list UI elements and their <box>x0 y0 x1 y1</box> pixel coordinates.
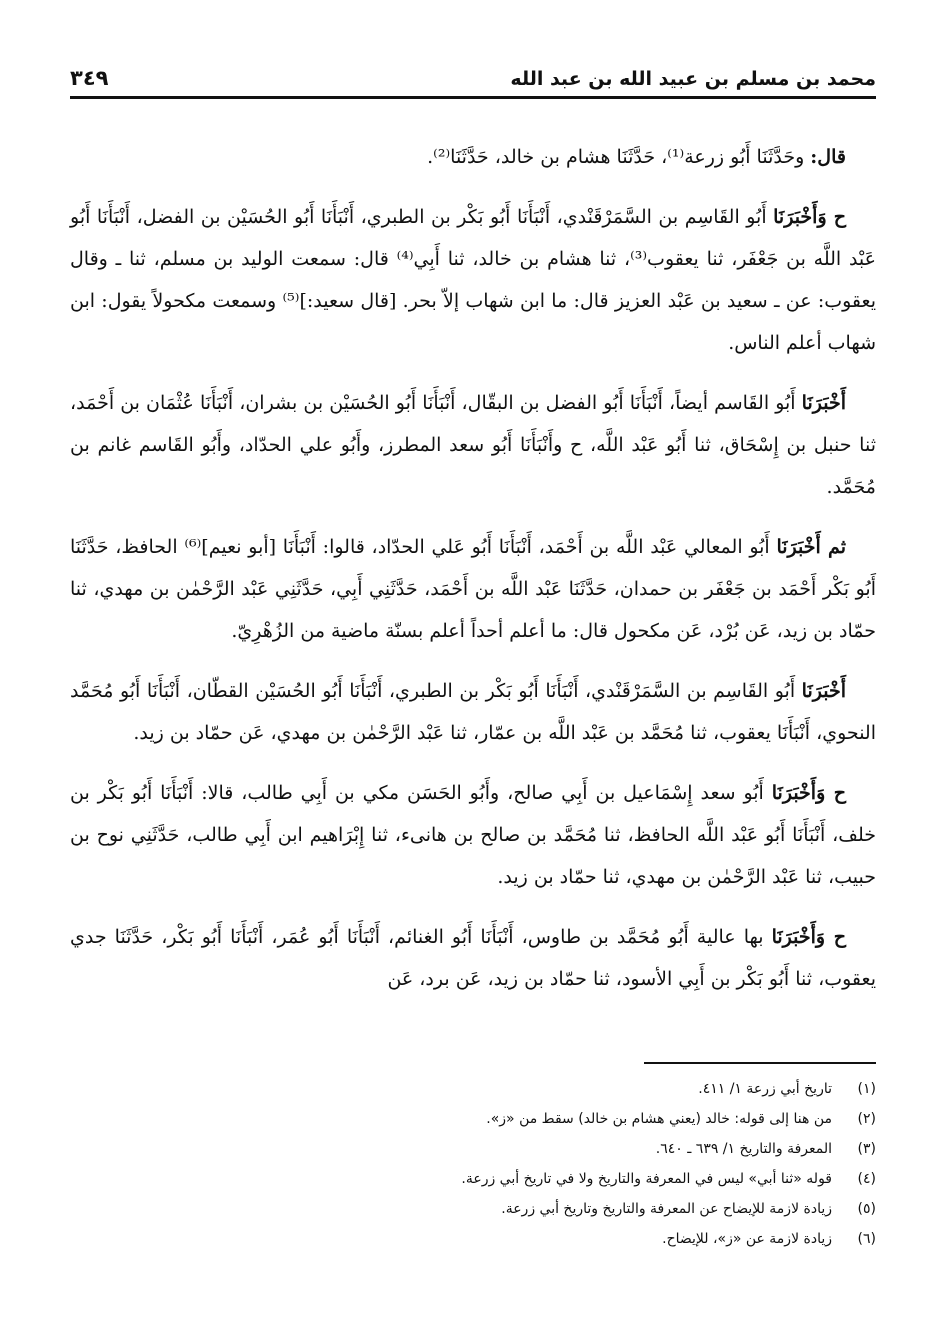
paragraph-lead: أَخْبَرَنَا <box>801 392 846 414</box>
paragraph <box>70 670 876 754</box>
paragraph-lead: ح وَأَخْبَرَنَا <box>771 926 846 948</box>
footnote-text: المعرفة والتاريخ ١/ ٦٣٩ ـ ٦٤٠. <box>655 1141 832 1157</box>
paragraph-text: أَبُو المعالي عَبْد اللَّه بن أَحْمَد، أَنْبَأَنَا أَبُو عَلي الحدّاد، قالوا: أَنْبَأَنَا [أبو نعيم]⁽⁶⁾ الحافظ، حَدَّثَنَا أَبُو بَكْر أَحْمَد بن جَعْفَر بن حمدان، حَدَّثَنَا عَبْد اللَّه بن أَحْمَد، حَدَّثَنِي أَبِي، حَدَّثَنِي عَبْد الرَّحْمٰن بن مهدي، ثنا حمّاد بن زيد، عَن بُرْد، عَن مكحول قال: ما أعلم أحداً أعلم بسنّة ماضية من الزُهْرِيّ. <box>70 536 876 642</box>
page-number: ٣٤٩ <box>70 66 109 90</box>
footnote-text: تاريخ أبي زرعة ١/ ٤١١. <box>698 1081 832 1097</box>
footnote-text: من هنا إلى قوله: خالد (يعني هشام بن خالد) سقط من «ز». <box>486 1111 832 1127</box>
paragraph-text: أَبُو القَاسِم بن السَّمَرْقَنْدي، أَنْبَأَنَا أَبُو بَكْر بن الطبري، أَنْبَأَنَا أَبُو الحُسَيْن القطّان، أَنْبَأَنَا أَبُو مُحَمَّد النحوي، أَنْبَأَنَا يعقوب، ثنا مُحَمَّد بن عَبْد اللَّه بن عمّار، ثنا عَبْد الرَّحْمٰن بن مهدي، عَن حمّاد بن زيد. <box>70 680 876 744</box>
footnote-number: (٢) <box>857 1111 876 1127</box>
paragraph <box>70 526 876 652</box>
paragraph-lead: قال: <box>810 146 846 168</box>
footnote <box>70 1104 876 1134</box>
paragraph-text: بها عالية أَبُو مُحَمَّد بن طاوس، أَنْبَأَنَا أَبُو الغنائم، أَنْبَأَنَا أَبُو عُمَر، أَنْبَأَنَا أَبُو بَكْر، حَدَّثَنَا جدي يعقوب، ثنا أَبُو بَكْر بن أَبِي الأسود، ثنا حمّاد بن زيد، عَن برد، عَن <box>70 926 876 990</box>
paragraph-lead: أَخْبَرَنَا <box>801 680 846 702</box>
footnotes <box>70 1074 876 1254</box>
footnote-number: (٦) <box>857 1231 876 1247</box>
footnote-number: (٥) <box>857 1201 876 1217</box>
paragraph-lead: ح وَأَخْبَرَنَا <box>773 206 846 228</box>
footnote-separator <box>644 1062 876 1064</box>
footnote-text: زيادة لازمة عن «ز»، للإيضاح. <box>662 1231 832 1247</box>
footnote-number: (١) <box>857 1081 876 1097</box>
paragraph-lead: ثم أَخْبَرَنَا <box>776 536 846 558</box>
paragraph <box>70 916 876 1000</box>
footnote-text: زيادة لازمة للإيضاح عن المعرفة والتاريخ وتاريخ أبي زرعة. <box>501 1201 832 1217</box>
footnote-number: (٣) <box>857 1141 876 1157</box>
main-text <box>70 136 876 1018</box>
running-head: محمد بن مسلم بن عبيد الله بن عبد الله <box>510 68 876 90</box>
paragraph-text: وحَدَّثَنَا أَبُو زرعة⁽¹⁾، حَدَّثَنَا هشام بن خالد، حَدَّثَنَا⁽²⁾. <box>427 146 811 168</box>
paragraph-lead: ح وَأَخْبَرَنَا <box>771 782 847 804</box>
page-header <box>70 66 876 99</box>
paragraph-text: أَبُو القَاسِم بن السَّمَرْقَنْدي، أَنْبَأَنَا أَبُو بَكْر بن الطبري، أَنْبَأَنَا أَبُو الحُسَيْن بن الفضل، أَنْبَأَنَا أَبُو عَبْد اللَّه بن جَعْفَر، ثنا يعقوب⁽³⁾، ثنا هشام بن خالد، ثنا أَبِي⁽⁴⁾ قال: سمعت الوليد بن مسلم، ثنا ـ وقال يعقوب: عن ـ سعيد بن عَبْد العزيز قال: ما ابن شهاب إلاّ بحر. [قال سعيد:]⁽⁵⁾ وسمعت مكحولاً يقول: ابن شهاب أعلم الناس. <box>70 206 877 354</box>
paragraph <box>70 136 876 178</box>
footnote <box>70 1134 876 1164</box>
paragraph-text: أَبُو القَاسم أيضاً، أَنْبَأَنَا أَبُو الفضل بن البقّال، أَنْبَأَنَا أَبُو الحُسَيْن بن بشران، أَنْبَأَنَا عُثْمَان بن أَحْمَد، ثنا حنبل بن إِسْحَاق، ثنا أَبُو عَبْد اللَّه، ح وأَنْبَأَنَا أَبُو سعد المطرز، وأَبُو علي الحدّاد، وأَبُو القَاسم غانم بن مُحَمَّد. <box>70 392 876 498</box>
paragraph <box>70 772 876 898</box>
footnote <box>70 1194 876 1224</box>
paragraph <box>70 196 876 364</box>
footnote <box>70 1164 876 1194</box>
footnote-number: (٤) <box>857 1171 876 1187</box>
footnote <box>70 1224 876 1254</box>
footnote <box>70 1074 876 1104</box>
paragraph-text: أَبُو سعد إِسْمَاعيل بن أَبِي صالح، وأَبُو الحَسَن مكي بن أَبِي طالب، قالا: أَنْبَأَنَا أَبُو بَكْر بن خلف، أَنْبَأَنَا أَبُو عَبْد اللَّه الحافظ، ثنا مُحَمَّد بن صالح بن هانىء، ثنا إِبْرَاهيم ابن أَبِي طالب، حَدَّثَنِي نوح بن حبيب، ثنا عَبْد الرَّحْمٰن بن مهدي، ثنا حمّاد بن زيد. <box>70 782 876 888</box>
paragraph <box>70 382 876 508</box>
footnote-text: قوله «ثنا أبي» ليس في المعرفة والتاريخ ولا في تاريخ أبي زرعة. <box>461 1171 832 1187</box>
